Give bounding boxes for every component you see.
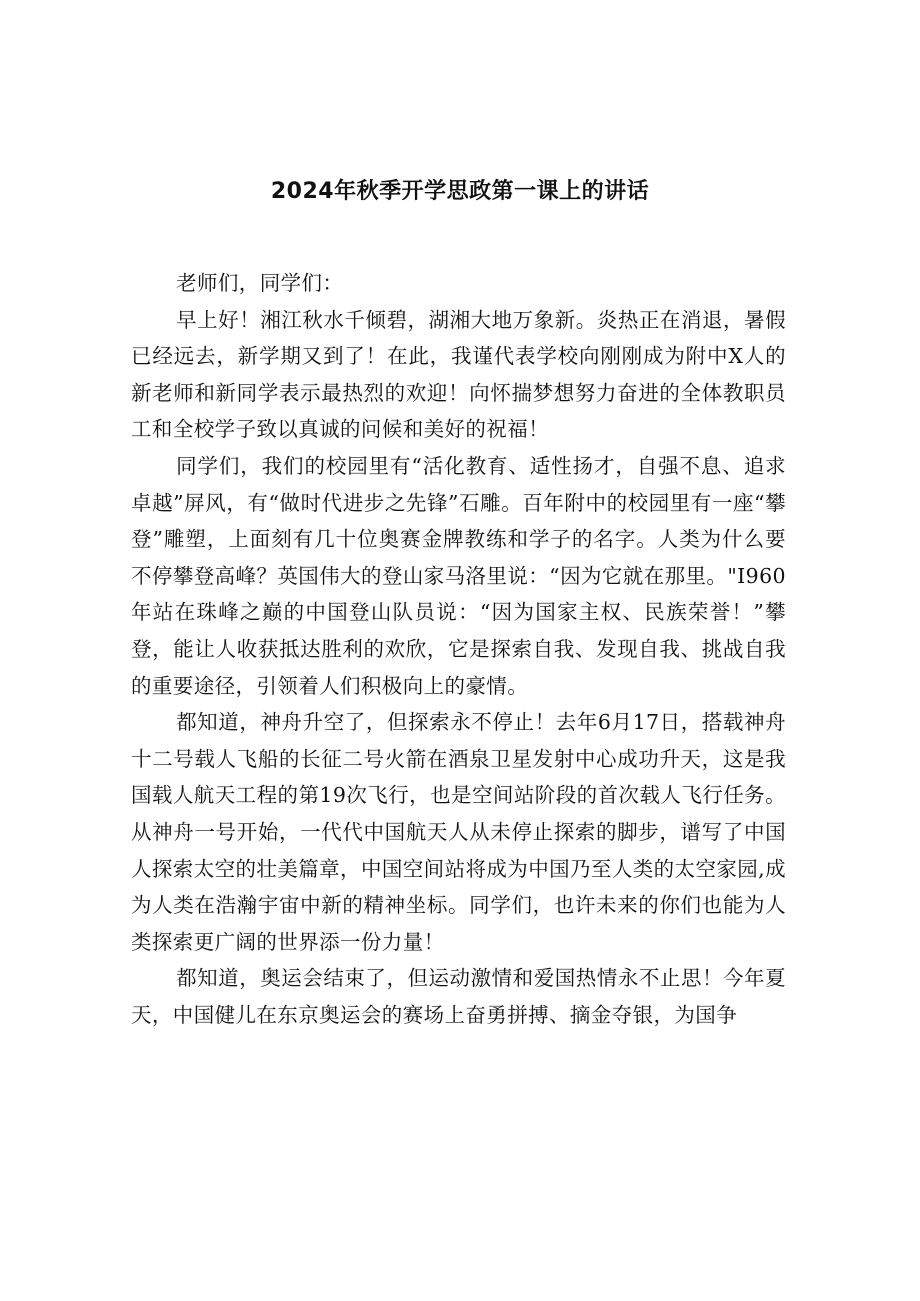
greeting-line: 老师们，同学们： xyxy=(176,271,344,295)
paragraph-olympics: 都知道，奥运会结束了，但运动激情和爱国热情永不止思！今年夏天，中国健儿在东京奥运会的赛场上奋勇拼搏、摘金夺银，为国争 xyxy=(131,966,786,1027)
paragraph-space: 都知道，神舟升空了，但探索永不停止！去年6月17日，搭载神舟十二号载人飞船的长征二号火箭在酒泉卫星发射中心成功升天，这是我国载人航天工程的第19次飞行，也是空间站阶段的首次载人飞行任务。从神舟一号开始，一代代中国航天人从未停止探索的脚步，谱写了中国人探索太空的壮美篇章，中国空间站将成为中国乃至人类的太空家园,成为人类在浩瀚宇宙中新的精神坐标。同学们，也许未来的你们也能为人类探索更广阔的世界添一份力量！ xyxy=(131,710,786,954)
document-title: 2024年秋季开学思政第一课上的讲话 xyxy=(270,179,650,204)
document-body xyxy=(131,265,786,1033)
paragraph-climbing: 同学们，我们的校园里有“活化教育、适性扬才，自强不息、追求卓越”屏风，有“做时代进步之先锋”石雕。百年附中的校园里有一座“攀登”雕塑，上面刻有几十位奥赛金牌教练和学子的名字。人类为什么要不停攀登高峰？英国伟大的登山家马洛里说：“因为它就在那里。"I960年站在珠峰之巅的中国登山队员说：“因为国家主权、民族荣誉！”攀登，能让人收获抵达胜利的欢欣，它是探索自我、发现自我、挑战自我的重要途径，引领着人们积极向上的豪情。 xyxy=(131,453,786,698)
paragraph-welcome: 早上好！湘江秋水千倾碧，湖湘大地万象新。炎热正在消退，暑假已经远去，新学期又到了！在此，我谨代表学校向刚刚成为附中X人的新老师和新同学表示最热烈的欢迎！向怀揣梦想努力奋进的全体教职员工和全校学子致以真诚的问候和美好的祝福！ xyxy=(131,307,786,442)
